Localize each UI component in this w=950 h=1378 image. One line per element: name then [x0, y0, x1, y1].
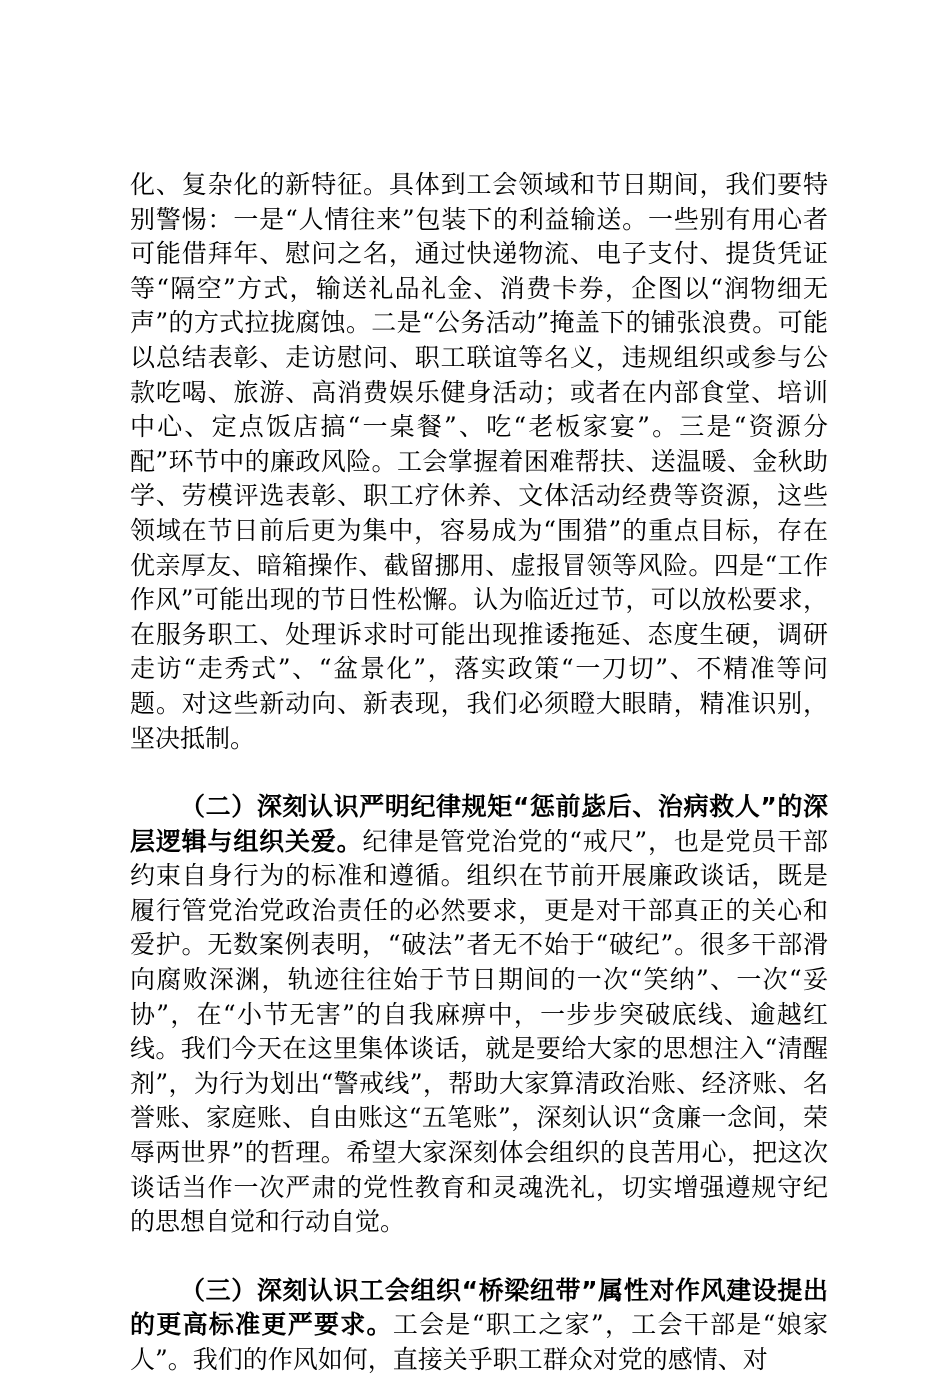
paragraph-3-heading: （三）深刻认识工会组织“桥梁纽带”属性对作风建设提出的更高标准更严要求。 — [130, 1275, 828, 1340]
paragraph-2-heading: （二）深刻认识严明纪律规矩“惩前毖后、治病救人”的深层逻辑与组织关爱。 — [130, 792, 828, 856]
paragraph-1 — [130, 168, 828, 756]
paragraph-2 — [130, 790, 828, 1240]
paragraph-1-text: 化、复杂化的新特征。具体到工会领域和节日期间，我们要特别警惕：一是“人情往来”包装下的利益输送。一些别有用心者可能借拜年、慰问之名，通过快递物流、电子支付、提货凭证等“隔空”方式，输送礼品礼金、消费卡券，企图以“润物细无声”的方式拉拢腐蚀。二是“公务活动”掩盖下的铺张浪费。可能以总结表彰、走访慰问、职工联谊等名义，违规组织或参与公款吃喝、旅游、高消费娱乐健身活动；或者在内部食堂、培训中心、定点饭店搞“一桌餐”、吃“老板家宴”。三是“资源分配”环节中的廉政风险。工会掌握着困难帮扶、送温暖、金秋助学、劳模评选表彰、职工疗休养、文体活动经费等资源，这些领域在节日前后更为集中，容易成为“围猎”的重点目标，存在优亲厚友、暗箱操作、截留挪用、虚报冒领等风险。四是“工作作风”可能出现的节日性松懈。认为临近过节，可以放松要求，在服务职工、处理诉求时可能出现推诿拖延、态度生硬，调研走访“走秀式”、“盆景化”，落实政策“一刀切”、不精准等问题。对这些新动向、新表现，我们必须瞪大眼睛，精准识别，坚决抵制。 — [130, 170, 828, 753]
paragraph-2-text: 纪律是管党治党的“戒尺”，也是党员干部约束自身行为的标准和遵循。组织在节前开展廉政谈话，既是履行管党治党政治责任的必然要求，更是对干部真正的关心和爱护。无数案例表明，“破法”者无不始于“破纪”。很多干部滑向腐败深渊，轨迹往往始于节日期间的一次“笑纳”、一次“妥协”，在“小节无害”的自我麻痹中，一步步突破底线、逾越红线。我们今天在这里集体谈话，就是要给大家的思想注入“清醒剂”，为行为划出“警戒线”，帮助大家算清政治账、经济账、名誉账、家庭账、自由账这“五笔账”，深刻认识“贪廉一念间，荣辱两世界”的哲理。希望大家深刻体会组织的良苦用心，把这次谈话当作一次严肃的党性教育和灵魂洗礼，切实增强遵规守纪的思想自觉和行动自觉。 — [130, 826, 828, 1237]
paragraph-3 — [130, 1274, 828, 1378]
document-body — [130, 168, 828, 1378]
paragraph-3-text: 工会是“职工之家”，工会干部是“娘家人”。我们的作风如何，直接关乎职工群众对党的感情、对 — [130, 1310, 828, 1374]
